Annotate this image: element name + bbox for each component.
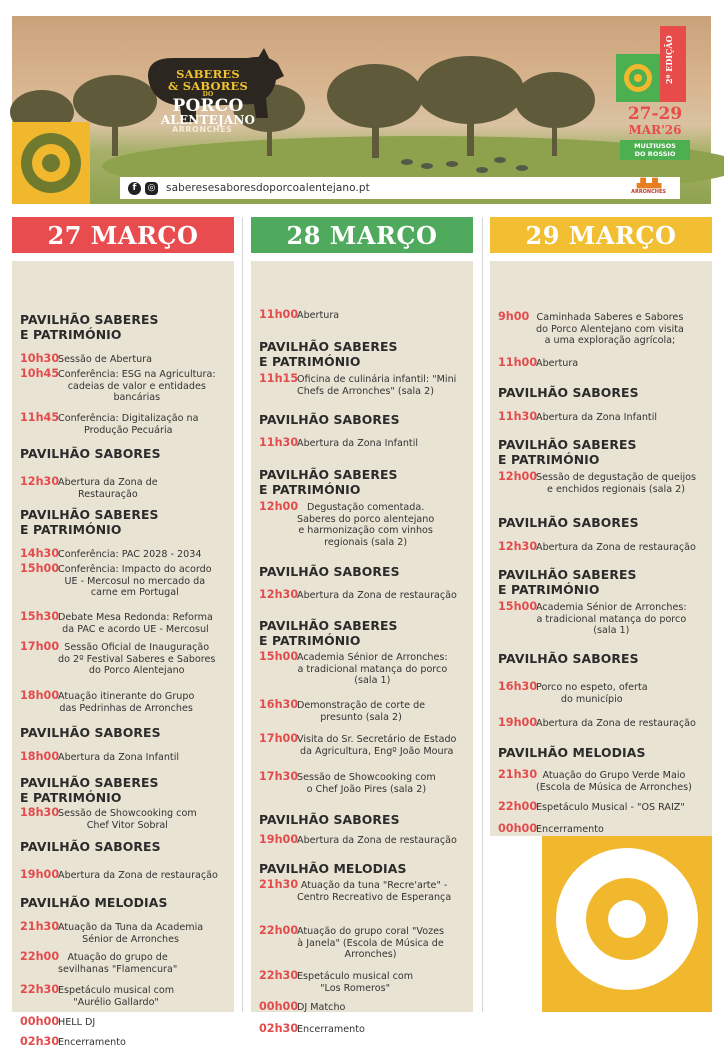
event-time: 22h00 [259, 924, 299, 937]
social-bar [120, 177, 680, 199]
edition-badge [616, 26, 694, 176]
dates-month: MAR'26 [628, 123, 682, 137]
event-time: 14h30 [20, 547, 60, 560]
event-description-line: carne em Portugal [90, 587, 179, 598]
event-description-line: regionais (sala 2) [324, 536, 408, 548]
schedule-item [20, 548, 230, 561]
event-description-line: Porco no espeto, oferta [536, 682, 648, 693]
event-description-line: do 2º Festival Saberes e Sabores [58, 653, 216, 665]
event-description [58, 1036, 126, 1049]
schedule-item [259, 1001, 469, 1014]
day-schedule [490, 261, 712, 836]
event-description-line: Sénior de Arronches [82, 933, 180, 945]
event-time: 15h00 [259, 650, 299, 663]
pavilion-heading-line: PAVILHÃO MELODIAS [20, 895, 168, 910]
schedule-item [259, 925, 469, 961]
pavilion-heading [259, 564, 467, 579]
event-description-line: Atuação do Grupo Verde Maio [542, 770, 686, 781]
schedule-item [498, 823, 708, 836]
event-description [297, 1001, 345, 1014]
pavilion-heading-line: PAVILHÃO SABORES [259, 412, 400, 427]
event-time: 00h00 [20, 1015, 60, 1028]
pavilion-heading [20, 507, 228, 537]
event-time: 02h30 [20, 1035, 60, 1048]
event-description-line: Abertura da Zona de restauração [536, 718, 696, 729]
event-description-line: Abertura da Zona Infantil [58, 752, 180, 763]
schedule-item [259, 771, 469, 795]
event-description-line: Espetáculo Musical - "OS RAIZ" [536, 802, 685, 813]
schedule-item [259, 437, 469, 450]
event-time: 12h00 [259, 500, 299, 513]
schedule-item [20, 869, 230, 882]
event-description [536, 471, 696, 495]
event-description-line: Oficina de culinária infantil: "Mini [297, 374, 457, 385]
event-description-line: Degustação comentada. [306, 502, 425, 513]
event-time: 19h00 [259, 833, 299, 846]
event-description-line: Conferência: ESG na Agricultura: [58, 369, 216, 380]
event-description-line: Atuação da Tuna da Academia [58, 922, 204, 933]
pavilion-heading [20, 775, 228, 805]
event-description [536, 311, 684, 347]
event-description-line: (Escola de Música de Arronches) [536, 781, 692, 793]
schedule-item [20, 1036, 230, 1049]
event-description-line: Restauração [77, 488, 138, 500]
event-description [58, 368, 216, 404]
pavilion-heading [259, 412, 467, 427]
pavilion-heading [498, 385, 706, 400]
event-description-line: Demonstração de corte de [297, 700, 426, 711]
event-description-line: e harmonização com vinhos [298, 525, 433, 536]
event-description [536, 411, 657, 424]
event-description [536, 681, 648, 705]
event-description-line: DJ Matcho [297, 1002, 346, 1013]
event-time: 19h00 [20, 868, 60, 881]
event-time: 19h00 [498, 716, 538, 729]
event-description [297, 501, 434, 548]
event-description [58, 921, 203, 945]
event-description-line: cadeias de valor e entidades [67, 380, 206, 392]
event-description-line: a tradicional matança do porco [536, 613, 687, 625]
event-time: 11h15 [259, 372, 299, 385]
event-description [58, 611, 213, 635]
event-description-line: Atuação do grupo de [67, 952, 168, 963]
pavilion-heading-line: PAVILHÃO SABERES [20, 775, 159, 790]
header-banner [12, 16, 711, 204]
event-time: 18h00 [20, 750, 60, 763]
event-time: 15h00 [498, 600, 538, 613]
event-description [58, 807, 197, 831]
event-description-line: Abertura da Zona de [58, 477, 158, 488]
pavilion-heading [20, 725, 228, 740]
event-time: 12h30 [259, 588, 299, 601]
event-time: 18h30 [20, 806, 60, 819]
festival-logo-text [152, 68, 264, 126]
schedule-item [20, 412, 230, 436]
event-time: 12h00 [498, 470, 538, 483]
venue-line2: DO ROSSIO [634, 150, 676, 158]
pavilion-heading [20, 895, 228, 910]
event-description-line: o Chef João Pires (sala 2) [306, 783, 427, 795]
event-description [297, 589, 457, 602]
event-time: 00h00 [498, 822, 538, 835]
schedule-item [259, 699, 469, 723]
event-description-line: à Janela" (Escola de Música de [297, 937, 444, 949]
pavilion-heading [20, 839, 228, 854]
event-description-line: Abertura [297, 310, 340, 321]
schedule-item [20, 690, 230, 714]
event-time: 10h45 [20, 367, 60, 380]
event-description [58, 984, 174, 1008]
event-description [58, 751, 179, 764]
pavilion-heading [20, 312, 228, 342]
day-header: 27 MARÇO [12, 217, 234, 253]
event-description-line: sevilhanas "Flamencura" [58, 963, 178, 975]
event-description-line: Academia Sénior de Arronches: [536, 602, 687, 613]
column-divider [482, 217, 483, 1012]
event-description-line: Produção Pecuária [83, 424, 173, 436]
event-description [536, 601, 687, 637]
event-description-line: do Porco Alentejano [88, 665, 185, 676]
event-dates [616, 105, 694, 137]
schedule-item [259, 651, 469, 687]
schedule-item [498, 801, 708, 814]
event-description-line: Conferência: PAC 2028 - 2034 [58, 549, 202, 560]
event-time: 11h45 [20, 411, 60, 424]
schedule-item [259, 733, 469, 757]
schedule-item [20, 353, 230, 366]
event-description-line: Abertura da Zona de restauração [297, 590, 457, 601]
event-description-line: Sessão Oficial de Inauguração [64, 642, 210, 653]
edition-label: 2ª EDIÇÃO [664, 35, 674, 84]
event-description [58, 548, 201, 561]
pavilion-heading-line: E PATRIMÓNIO [259, 354, 361, 369]
day-header: 28 MARÇO [251, 217, 473, 253]
event-description-line: Encerramento [536, 824, 604, 835]
schedule-item [20, 807, 230, 831]
event-time: 18h00 [20, 689, 60, 702]
event-description [297, 309, 339, 322]
pavilion-heading-line: PAVILHÃO SABERES [498, 437, 637, 452]
event-description-line: Chefs de Arronches" (sala 2) [297, 385, 434, 397]
event-description [297, 970, 413, 994]
schedule-item [20, 563, 230, 599]
pavilion-heading-line: PAVILHÃO MELODIAS [259, 861, 407, 876]
municipality-logo-icon: ▟▙▟▙ [636, 179, 661, 189]
event-description-line: Sessão de degustação de queijos [536, 472, 697, 483]
schedule-item [20, 921, 230, 945]
pavilion-heading-line: PAVILHÃO SABERES [259, 339, 398, 354]
event-description-line: Espetáculo musical com [297, 971, 414, 982]
municipality-logo [631, 179, 666, 195]
event-description-line: do município [560, 693, 623, 705]
event-description-line: presunto (sala 2) [320, 711, 402, 723]
schedule-item [498, 541, 708, 554]
event-time: 22h00 [20, 950, 60, 963]
event-description [58, 690, 194, 714]
event-description-line: Sessão de Abertura [58, 354, 152, 365]
pavilion-heading [259, 467, 467, 497]
event-description [297, 733, 456, 757]
schedule-item [20, 641, 230, 677]
logo-line2: & SABORES [168, 79, 248, 93]
schedule-item [20, 1016, 230, 1029]
schedule-item [498, 311, 708, 347]
event-time: 12h30 [20, 475, 60, 488]
event-time: 10h30 [20, 352, 60, 365]
event-description-line: Chef Vitor Sobral [86, 819, 168, 831]
venue-line1: MULTIUSOS [634, 142, 676, 150]
event-description-line: da PAC e acordo UE - Mercosul [62, 623, 209, 635]
event-description [58, 1016, 95, 1029]
pavilion-heading-line: PAVILHÃO SABORES [498, 515, 639, 530]
event-description-line: Conferência: Digitalização na [58, 413, 199, 424]
facebook-icon[interactable]: f [128, 182, 141, 195]
event-description [297, 925, 444, 961]
logo-line4: PORCO [172, 96, 244, 116]
event-description-line: do Porco Alentejano com visita [536, 323, 684, 335]
schedule-item [20, 611, 230, 635]
event-description [58, 869, 218, 882]
dates-days: 27-29 [627, 104, 683, 124]
schedule-item [498, 471, 708, 495]
day-header: 29 MARÇO [490, 217, 712, 253]
pavilion-heading-line: PAVILHÃO SABERES [20, 312, 159, 327]
event-time: 00h00 [259, 1000, 299, 1013]
pavilion-heading [20, 446, 228, 461]
day-schedule [12, 261, 234, 1048]
event-description-line: a uma exploração agrícola; [544, 335, 676, 346]
event-description [58, 641, 215, 677]
event-description-line: Visita do Sr. Secretário de Estado [297, 734, 457, 745]
pavilion-heading-line: E PATRIMÓNIO [498, 582, 600, 597]
schedule-item [259, 309, 469, 322]
event-description-line: Sessão de Showcooking com [297, 772, 436, 783]
event-time: 16h30 [498, 680, 538, 693]
schedule-item [259, 1023, 469, 1036]
event-time: 16h30 [259, 698, 299, 711]
pavilion-heading [259, 618, 467, 648]
event-description-line: Abertura da Zona de restauração [297, 835, 457, 846]
logo-line5: ALENTEJANO [160, 113, 256, 127]
event-description [58, 563, 212, 599]
event-description-line: Abertura [536, 358, 579, 369]
event-description [297, 437, 418, 450]
pavilion-heading-line: E PATRIMÓNIO [20, 790, 122, 805]
event-description-line: Debate Mesa Redonda: Reforma [58, 612, 213, 623]
schedule-item [498, 357, 708, 370]
event-description-line: Abertura da Zona Infantil [536, 412, 658, 423]
ring-decoration-left [12, 122, 90, 204]
event-description-line: Atuação itinerante do Grupo [58, 691, 195, 702]
schedule-item [259, 501, 469, 548]
schedule-item [259, 970, 469, 994]
municipality-name: ARRONCHES [631, 189, 666, 195]
pavilion-heading-line: E PATRIMÓNIO [259, 633, 361, 648]
event-description-line: Abertura da Zona Infantil [297, 438, 419, 449]
event-time: 11h00 [498, 356, 538, 369]
event-description-line: Encerramento [297, 1024, 365, 1035]
logo-line3: DO [202, 91, 214, 98]
pavilion-heading-line: PAVILHÃO MELODIAS [498, 745, 646, 760]
schedule-item [259, 589, 469, 602]
event-description-line: Academia Sénior de Arronches: [297, 652, 448, 663]
event-description-line: Arronches) [344, 949, 397, 960]
event-description [536, 717, 696, 730]
pavilion-heading-line: PAVILHÃO SABERES [498, 567, 637, 582]
event-time: 21h30 [498, 768, 538, 781]
event-description [536, 541, 696, 554]
pavilion-heading [498, 745, 706, 760]
ring-decoration-bottom [542, 836, 712, 1012]
event-time: 02h30 [259, 1022, 299, 1035]
pavilion-heading [259, 339, 467, 369]
event-description [297, 1023, 365, 1036]
event-time: 21h30 [259, 878, 299, 891]
event-description-line: "Aurélio Gallardo" [73, 996, 159, 1008]
event-time: 11h00 [259, 308, 299, 321]
event-description [297, 834, 457, 847]
pavilion-heading-line: PAVILHÃO SABERES [259, 467, 398, 482]
event-description-line: Conferência: Impacto do acordo [58, 564, 212, 575]
schedule-item [498, 769, 708, 793]
event-description-line: (sala 1) [354, 675, 391, 686]
pavilion-heading [259, 861, 467, 876]
event-description-line: Sessão de Showcooking com [58, 808, 197, 819]
column-divider [242, 217, 243, 1012]
pavilion-heading [498, 437, 706, 467]
pavilion-heading-line: PAVILHÃO SABORES [20, 839, 161, 854]
venue-label [620, 140, 690, 160]
event-description-line: da Agricultura, Engº João Moura [299, 745, 454, 757]
pavilion-heading-line: E PATRIMÓNIO [498, 452, 600, 467]
day-column-28 [251, 217, 473, 1035]
pavilion-heading [498, 515, 706, 530]
schedule-item [498, 601, 708, 637]
pavilion-heading-line: PAVILHÃO SABORES [498, 651, 639, 666]
schedule-item [20, 751, 230, 764]
event-description-line: e enchidos regionais (sala 2) [547, 483, 685, 495]
event-time: 22h30 [259, 969, 299, 982]
event-time: 15h00 [20, 562, 60, 575]
pavilion-heading-line: PAVILHÃO SABERES [259, 618, 398, 633]
event-time: 21h30 [20, 920, 60, 933]
event-time: 22h00 [498, 800, 538, 813]
ring-decoration-small [616, 54, 660, 102]
event-time: 17h30 [259, 770, 299, 783]
event-description [536, 801, 685, 814]
instagram-icon[interactable]: ◎ [145, 182, 158, 195]
event-description-line: Abertura da Zona de restauração [536, 542, 696, 553]
landscape-illustration [12, 16, 711, 204]
pavilion-heading-line: PAVILHÃO SABORES [498, 385, 639, 400]
event-description-line: Atuação da tuna "Recre'arte" - [300, 880, 448, 891]
pavilion-heading-line: PAVILHÃO SABORES [259, 812, 400, 827]
schedule-item [498, 681, 708, 705]
event-description-line: Abertura da Zona de restauração [58, 870, 218, 881]
schedule-item [20, 476, 230, 500]
pavilion-heading [498, 567, 706, 597]
pavilion-heading [259, 812, 467, 827]
event-description [297, 699, 425, 723]
event-description [297, 771, 436, 795]
event-description-line: Saberes do porco alentejano [297, 513, 435, 525]
event-description-line: Centro Recreativo de Esperança [297, 891, 452, 903]
event-description-line: UE - Mercosul no mercado da [64, 575, 206, 587]
event-description-line: "Los Romeros" [320, 982, 390, 994]
event-description-line: das Pedrinhas de Arronches [59, 702, 193, 714]
event-time: 17h00 [20, 640, 60, 653]
event-time: 11h30 [259, 436, 299, 449]
event-description [536, 769, 692, 793]
event-description [536, 357, 578, 370]
event-description-line: Espetáculo musical com [58, 985, 175, 996]
pavilion-heading-line: E PATRIMÓNIO [259, 482, 361, 497]
event-description-line: Atuação do grupo coral "Vozes [297, 926, 445, 937]
event-description-line: (sala 1) [593, 625, 630, 636]
event-time: 22h30 [20, 983, 60, 996]
day-schedule [251, 261, 473, 1035]
event-description-line: a tradicional matança do porco [297, 663, 448, 675]
event-description-line: Encerramento [58, 1037, 126, 1048]
schedule-item [259, 373, 469, 397]
pavilion-heading [498, 651, 706, 666]
edition-label-box [660, 26, 686, 102]
schedule-item [498, 717, 708, 730]
event-time: 11h30 [498, 410, 538, 423]
event-description-line: Caminhada Saberes e Sabores [536, 312, 684, 323]
schedule-item [259, 879, 469, 903]
logo-subtitle: ARRONCHES [172, 125, 233, 134]
logo-line1: SABERES [176, 67, 240, 81]
event-description-line: bancárias [113, 392, 161, 403]
schedule-item [498, 411, 708, 424]
event-time: 9h00 [498, 310, 530, 323]
schedule-item [20, 951, 230, 975]
schedule-item [20, 984, 230, 1008]
event-description [297, 651, 448, 687]
day-column-27 [12, 217, 234, 1048]
event-description [58, 353, 152, 366]
pavilion-heading-line: PAVILHÃO SABORES [259, 564, 400, 579]
event-time: 17h00 [259, 732, 299, 745]
pavilion-heading-line: PAVILHÃO SABORES [20, 725, 161, 740]
pavilion-heading-line: E PATRIMÓNIO [20, 327, 122, 342]
pavilion-heading-line: PAVILHÃO SABORES [20, 446, 161, 461]
event-time: 12h30 [498, 540, 538, 553]
event-description [297, 373, 456, 397]
event-description [58, 951, 177, 975]
event-time: 15h30 [20, 610, 60, 623]
pavilion-heading-line: E PATRIMÓNIO [20, 522, 122, 537]
website-link[interactable]: saberesesaboresdoporcoalentejano.pt [166, 182, 370, 194]
pavilion-heading-line: PAVILHÃO SABERES [20, 507, 159, 522]
event-description [58, 476, 158, 500]
event-description [297, 879, 451, 903]
event-description-line: HELL DJ [58, 1017, 96, 1028]
schedule-item [259, 834, 469, 847]
event-description [536, 823, 604, 836]
event-description [58, 412, 198, 436]
schedule-item [20, 368, 230, 404]
